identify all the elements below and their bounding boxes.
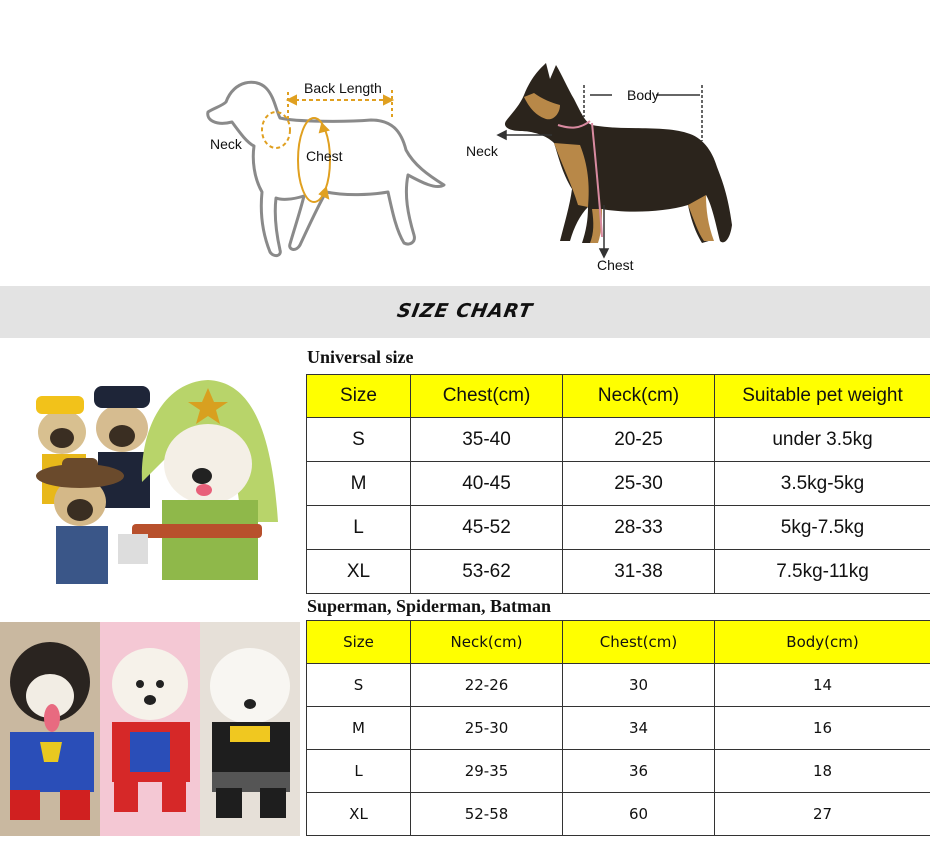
back-length-label: Back Length xyxy=(304,80,382,96)
german-shepherd-diagram xyxy=(462,55,742,280)
costume-photo-uniforms xyxy=(22,372,280,592)
header-cell: Neck(cm) xyxy=(563,375,715,418)
table-row xyxy=(307,664,930,707)
table-row xyxy=(307,550,930,594)
universal-size-table xyxy=(306,374,930,594)
table-cell: 45-52 xyxy=(411,506,563,550)
table-cell: 14 xyxy=(715,664,930,707)
header-cell: Suitable pet weight xyxy=(715,375,930,418)
batman-dog-illustration xyxy=(200,622,300,836)
superman-costume-photo xyxy=(0,622,100,836)
table-row xyxy=(307,462,930,506)
size-chart-title: SIZE CHART xyxy=(395,300,535,322)
header-cell: Chest(cm) xyxy=(563,621,715,664)
batman-costume-photo xyxy=(200,622,300,836)
table-cell: 20-25 xyxy=(563,418,715,462)
hero-size-table xyxy=(306,620,930,836)
neck-label: Neck xyxy=(466,143,498,159)
dog-outline-diagram xyxy=(196,60,456,270)
chest-label: Chest xyxy=(597,257,634,273)
table-cell: M xyxy=(307,707,411,750)
table-cell: 22-26 xyxy=(411,664,563,707)
table-row xyxy=(307,750,930,793)
table-cell: L xyxy=(307,750,411,793)
spiderman-dog-illustration xyxy=(100,622,200,836)
table-cell: 60 xyxy=(563,793,715,836)
table-cell: 31-38 xyxy=(563,550,715,594)
table-cell: L xyxy=(307,506,411,550)
table-row xyxy=(307,707,930,750)
table-cell: 29-35 xyxy=(411,750,563,793)
table-row xyxy=(307,793,930,836)
table-cell: 27 xyxy=(715,793,930,836)
table-cell: 5kg-7.5kg xyxy=(715,506,930,550)
table-header-row xyxy=(307,621,930,664)
header-cell: Chest(cm) xyxy=(411,375,563,418)
header-cell: Size xyxy=(307,375,411,418)
table-cell: 28-33 xyxy=(563,506,715,550)
table-cell: 52-58 xyxy=(411,793,563,836)
header-cell: Size xyxy=(307,621,411,664)
table-cell: XL xyxy=(307,793,411,836)
german-shepherd-drawing xyxy=(462,55,742,280)
universal-size-heading: Universal size xyxy=(307,347,414,367)
size-chart-banner xyxy=(0,286,930,338)
table-cell: 53-62 xyxy=(411,550,563,594)
table-cell: 40-45 xyxy=(411,462,563,506)
body-label: Body xyxy=(627,87,659,103)
table-cell: 16 xyxy=(715,707,930,750)
table-header-row xyxy=(307,375,930,418)
table-cell: 25-30 xyxy=(563,462,715,506)
spiderman-costume-photo xyxy=(100,622,200,836)
neck-label: Neck xyxy=(210,136,242,152)
hero-size-heading: Superman, Spiderman, Batman xyxy=(307,596,552,616)
table-cell: 30 xyxy=(563,664,715,707)
table-cell: 25-30 xyxy=(411,707,563,750)
table-cell: M xyxy=(307,462,411,506)
table-cell: under 3.5kg xyxy=(715,418,930,462)
table-cell: 3.5kg-5kg xyxy=(715,462,930,506)
table-cell: S xyxy=(307,418,411,462)
table-cell: 7.5kg-11kg xyxy=(715,550,930,594)
table-row xyxy=(307,418,930,462)
header-cell: Neck(cm) xyxy=(411,621,563,664)
table-cell: 18 xyxy=(715,750,930,793)
uniform-costumes-illustration xyxy=(22,372,280,592)
table-cell: S xyxy=(307,664,411,707)
superman-dog-illustration xyxy=(0,622,100,836)
table-cell: 36 xyxy=(563,750,715,793)
header-cell: Body(cm) xyxy=(715,621,930,664)
table-row xyxy=(307,506,930,550)
table-cell: 34 xyxy=(563,707,715,750)
table-cell: XL xyxy=(307,550,411,594)
chest-label: Chest xyxy=(306,148,343,164)
table-cell: 35-40 xyxy=(411,418,563,462)
